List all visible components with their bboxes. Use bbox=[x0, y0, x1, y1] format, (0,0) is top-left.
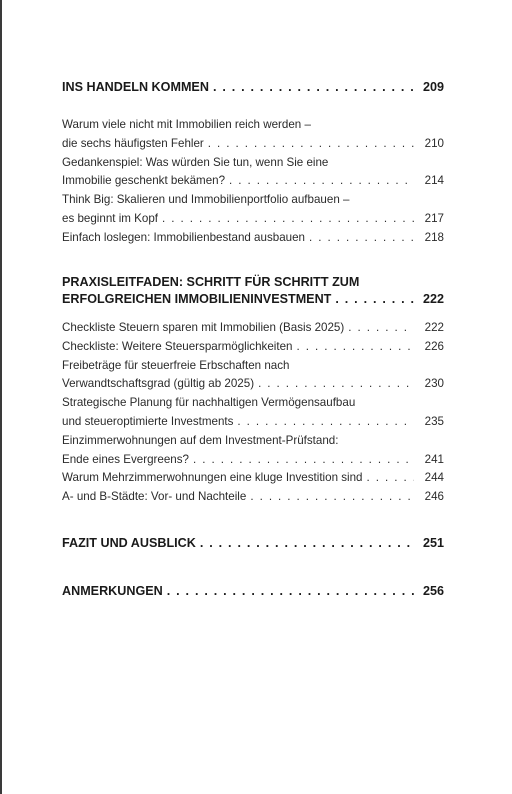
toc-entry[interactable] bbox=[62, 432, 444, 470]
page-number: 244 bbox=[424, 471, 444, 485]
entry-title: Warum Mehrzimmerwohnungen eine kluge Investition sind bbox=[62, 471, 363, 485]
page-number: 222 bbox=[424, 321, 444, 334]
entry-title-line1: Gedankenspiel: Was würden Sie tun, wenn Sie eine bbox=[62, 155, 329, 169]
toc-entry[interactable] bbox=[62, 338, 444, 357]
entry-title-line2: die sechs häufigsten Fehler bbox=[62, 136, 204, 150]
heading-title: FAZIT UND AUSBLICK bbox=[62, 536, 196, 550]
toc-entry[interactable] bbox=[62, 319, 444, 338]
toc-entry[interactable] bbox=[62, 357, 444, 395]
dot-leader bbox=[162, 210, 414, 229]
page-number: 214 bbox=[424, 174, 444, 188]
page-edge-line bbox=[0, 0, 2, 794]
entry-title-line1: Think Big: Skalieren und Immobilienportfolio aufbauen – bbox=[62, 193, 350, 207]
dot-leader bbox=[229, 172, 414, 191]
page-number: 251 bbox=[422, 536, 444, 550]
dot-leader bbox=[208, 135, 414, 154]
heading-title-line1: PRAXISLEITFADEN: SCHRITT FÜR SCHRITT ZUM bbox=[62, 275, 360, 289]
entry-title: Einfach loslegen: Immobilienbestand ausbauen bbox=[62, 230, 305, 244]
toc-section-fazit bbox=[62, 536, 444, 550]
toc-heading[interactable] bbox=[62, 584, 444, 598]
heading-title: ANMERKUNGEN bbox=[62, 584, 163, 598]
dot-leader bbox=[250, 488, 414, 507]
entry-title-line1: Einzimmerwohnungen auf dem Investment-Prüfstand: bbox=[62, 433, 339, 447]
entry-title-line2: Immobilie geschenkt bekämen? bbox=[62, 174, 226, 188]
toc-heading[interactable] bbox=[62, 80, 444, 94]
dot-leader bbox=[335, 291, 414, 308]
page-number: 235 bbox=[424, 414, 444, 428]
heading-title-line2: ERFOLGREICHEN IMMOBILIENINVESTMENT bbox=[62, 292, 332, 306]
toc-entry[interactable] bbox=[62, 116, 444, 154]
dot-leader bbox=[258, 375, 414, 394]
entry-title-line1: Strategische Planung für nachhaltigen Vermögensaufbau bbox=[62, 396, 356, 410]
toc-entry[interactable] bbox=[62, 191, 444, 229]
toc-heading[interactable] bbox=[62, 536, 444, 550]
toc-entry[interactable] bbox=[62, 394, 444, 432]
dot-leader bbox=[309, 229, 414, 248]
entry-title: Checkliste Steuern sparen mit Immobilien (Basis 2025) bbox=[62, 321, 345, 334]
page-number: 218 bbox=[424, 230, 444, 244]
toc-entry[interactable] bbox=[62, 229, 444, 248]
dot-leader bbox=[167, 584, 414, 598]
toc-section-praxisleitfaden bbox=[62, 274, 444, 308]
page-number: 241 bbox=[424, 452, 444, 466]
page-number: 226 bbox=[424, 339, 444, 353]
dot-leader bbox=[237, 413, 414, 432]
dot-leader bbox=[200, 536, 414, 550]
toc-entries-section-1 bbox=[62, 116, 444, 248]
dot-leader bbox=[213, 80, 414, 94]
toc-entry[interactable] bbox=[62, 154, 444, 192]
page-number: 222 bbox=[422, 292, 444, 306]
toc-entry[interactable] bbox=[62, 488, 444, 507]
dot-leader bbox=[296, 338, 414, 357]
entry-title-line2: Ende eines Evergreens? bbox=[62, 452, 189, 466]
dot-leader bbox=[367, 469, 414, 488]
entry-title-line2: es beginnt im Kopf bbox=[62, 211, 159, 225]
dot-leader bbox=[193, 451, 414, 470]
page-number: 230 bbox=[424, 377, 444, 391]
toc-entries-section-2 bbox=[62, 319, 444, 507]
entry-title-line2: Verwandtschaftsgrad (gültig ab 2025) bbox=[62, 377, 255, 391]
dot-leader bbox=[348, 319, 414, 338]
page-number: 210 bbox=[424, 136, 444, 150]
entry-title-line2: und steueroptimierte Investments bbox=[62, 414, 234, 428]
page-number: 246 bbox=[424, 490, 444, 504]
page-number: 217 bbox=[424, 211, 444, 225]
page-number: 256 bbox=[422, 584, 444, 598]
toc-section-anmerkungen bbox=[62, 584, 444, 598]
entry-title: A- und B-Städte: Vor- und Nachteile bbox=[62, 490, 247, 504]
page-number: 209 bbox=[422, 80, 444, 94]
toc-section-ins-handeln-kommen bbox=[62, 80, 444, 94]
entry-title: Checkliste: Weitere Steuersparmöglichkeiten bbox=[62, 339, 293, 353]
toc-entry[interactable] bbox=[62, 469, 444, 488]
entry-title-line1: Freibeträge für steuerfreie Erbschaften nach bbox=[62, 358, 290, 372]
heading-title: INS HANDELN KOMMEN bbox=[62, 80, 209, 94]
toc-heading[interactable] bbox=[62, 274, 444, 308]
entry-title-line1: Warum viele nicht mit Immobilien reich werden – bbox=[62, 118, 311, 131]
